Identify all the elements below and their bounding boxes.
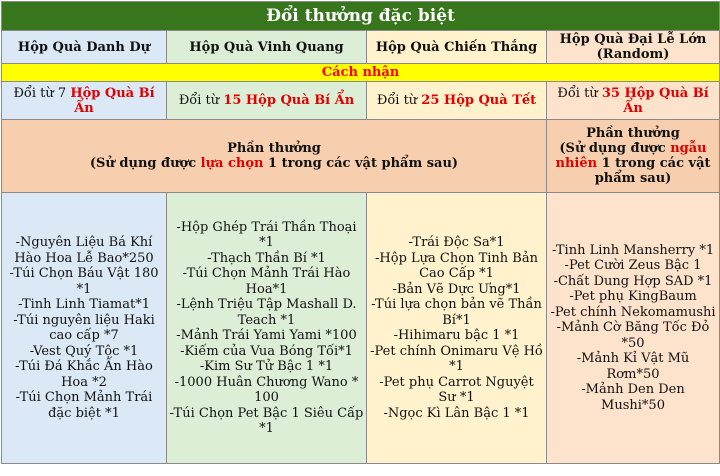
items-chien-thang bbox=[367, 193, 547, 464]
list-item: -Ngọc Kì Lân Bậc 1 *1 bbox=[383, 405, 530, 421]
list-item: -Vest Quý Tộc *1 bbox=[29, 343, 139, 359]
list-item: -Lệnh Triệu Tập Mashall D. Teach *1 bbox=[176, 297, 357, 328]
list-item: -Mảnh Trái Yami Yami *100 bbox=[176, 328, 357, 343]
list-item: -Hộp Ghép Trái Thần Thoại *1 bbox=[176, 219, 357, 250]
header-chien-thang: Hộp Quà Chiến Thắng bbox=[367, 31, 547, 64]
exchange-danh-du: Đổi từ 7 Hộp Quà Bí Ẩn bbox=[2, 82, 167, 120]
list-item: -Mảnh Den Den Mushi*50 bbox=[581, 382, 685, 413]
exchange-dai-le-lon: Đổi từ 35 Hộp Quà Bí Ẩn bbox=[547, 82, 720, 120]
list-item: -Pet phụ KingBaum bbox=[569, 289, 697, 305]
list-item: -Pet Cười Zeus Bậc 1 bbox=[564, 258, 702, 274]
list-item: -Hộp Lựa Chọn Tinh Bản Cao Cấp *1 bbox=[375, 250, 538, 281]
list-item: -Túi lựa chọn bản vẽ Thần Bí*1 bbox=[371, 297, 542, 328]
list-item: -Mảnh Cờ Băng Tốc Đỏ *50 bbox=[556, 320, 710, 351]
list-item: -Hihimaru bậc 1 *1 bbox=[393, 328, 520, 343]
list-item: -Pet chính Nekomamushi bbox=[550, 304, 716, 320]
list-item: -Trái Độc Sa*1 bbox=[408, 235, 505, 250]
list-item: -Túi Chọn Mảnh Trái Hào Hoa*1 bbox=[182, 266, 351, 297]
list-item: -Túi Chọn Báu Vật 180 *1 bbox=[9, 266, 159, 297]
list-item: -Tinh Linh Mansherry *1 bbox=[551, 242, 715, 258]
reward-exchange-table bbox=[1, 1, 720, 464]
header-vinh-quang: Hộp Quà Vinh Quang bbox=[167, 31, 367, 64]
list-item: -Kim Sư Tử Bậc 1 *1 bbox=[199, 359, 334, 374]
items-danh-du bbox=[2, 193, 167, 464]
list-item: -Tinh Linh Tiamat*1 bbox=[18, 297, 150, 312]
list-item: -Thạch Thần Bí *1 bbox=[207, 250, 326, 266]
list-item: -Nguyên Liệu Bá Khí Hào Hoa Lễ Bao*250 bbox=[14, 235, 154, 266]
list-item: -Bản Vẽ Dực Ưng*1 bbox=[392, 281, 521, 297]
list-item: -Pet chính Onimaru Vệ Hồ *1 bbox=[370, 343, 543, 374]
list-item: -Chất Dung Hợp SAD *1 bbox=[553, 273, 713, 289]
reward-choice-header: Phần thưởng (Sử dụng được lựa chọn 1 trong các vật phẩm sau) bbox=[2, 120, 547, 193]
list-item: -Túi nguyên liệu Haki cao cấp *7 bbox=[13, 312, 155, 343]
list-item: -Kiếm của Vua Bóng Tối*1 bbox=[180, 343, 353, 359]
header-dai-le-lon: Hộp Quà Đại Lễ Lớn (Random) bbox=[547, 31, 720, 64]
items-dai-le-lon bbox=[547, 193, 720, 464]
exchange-vinh-quang: Đổi từ 15 Hộp Quà Bí Ẩn bbox=[167, 82, 367, 120]
header-danh-du: Hộp Quà Danh Dự bbox=[2, 31, 167, 64]
list-item: -Túi Chọn Pet Bậc 1 Siêu Cấp *1 bbox=[169, 405, 364, 436]
list-item: -1000 Huân Chương Wano * 100 bbox=[174, 374, 359, 405]
section-cach-nhan: Cách nhận bbox=[2, 64, 720, 82]
list-item: -Mảnh Kỉ Vật Mũ Rơm*50 bbox=[576, 351, 690, 382]
exchange-chien-thang: Đổi từ 25 Hộp Quà Tết bbox=[367, 82, 547, 120]
list-item: -Pet phụ Carrot Nguyệt Sư *1 bbox=[379, 374, 534, 405]
list-item: -Túi Đá Khắc Ấn Hào Hoa *2 bbox=[15, 359, 153, 390]
table-title: Đổi thưởng đặc biệt bbox=[2, 2, 720, 31]
items-vinh-quang bbox=[167, 193, 367, 464]
reward-random-header: Phần thưởng (Sử dụng được ngẫu nhiên 1 trong các vật phẩm sau) bbox=[547, 120, 720, 193]
list-item: -Túi Chọn Mảnh Trái đặc biệt *1 bbox=[15, 390, 153, 421]
